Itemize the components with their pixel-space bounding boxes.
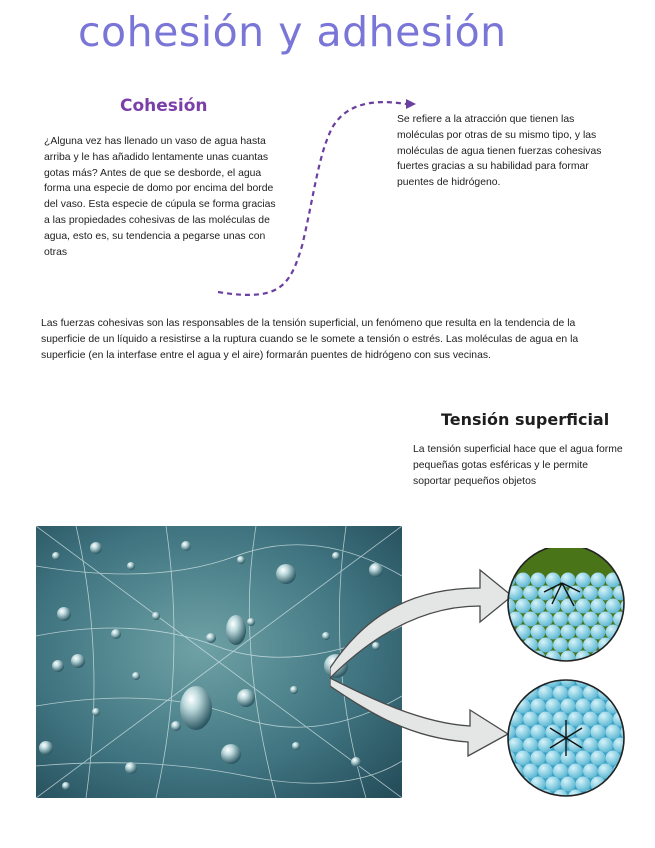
molecule (553, 790, 568, 805)
surface-tension-heading: Tensión superficial (441, 410, 610, 429)
molecule (486, 625, 501, 640)
molecule (546, 699, 561, 714)
molecule (561, 751, 576, 766)
molecule (493, 764, 508, 779)
molecule (628, 686, 630, 701)
molecule (501, 651, 516, 666)
molecule (621, 651, 631, 666)
molecule (516, 777, 531, 792)
molecule (568, 712, 583, 727)
surface-tension-diagram (330, 548, 630, 808)
molecule (598, 612, 613, 627)
molecule (508, 738, 523, 753)
molecule (628, 712, 630, 727)
molecule (591, 751, 606, 766)
molecule (501, 699, 516, 714)
molecule (613, 638, 628, 653)
molecule (591, 673, 606, 688)
molecule (561, 699, 576, 714)
molecule (486, 651, 501, 666)
molecule (568, 686, 583, 701)
molecule (516, 673, 531, 688)
molecule (568, 790, 583, 805)
molecule (531, 725, 546, 740)
molecule (583, 612, 598, 627)
molecule (568, 612, 583, 627)
molecule (516, 725, 531, 740)
molecule (613, 790, 628, 805)
molecule (591, 625, 606, 640)
molecule (606, 651, 621, 666)
molecule (508, 686, 523, 701)
molecule (538, 686, 553, 701)
molecule (598, 738, 613, 753)
cohesion-definition-text: Se refiere a la atracción que tienen las moléculas por otras de su mismo tipo, y las moléculas de agua tienen fuerzas cohesivas fuertes gracias a su habilidad para formar puentes de hidrógeno. (397, 114, 602, 189)
molecule (493, 686, 508, 701)
molecule (516, 573, 531, 588)
molecule (621, 673, 631, 688)
molecule (501, 777, 516, 792)
molecule (516, 651, 531, 666)
molecule (546, 725, 561, 740)
molecule (486, 751, 501, 766)
molecule (628, 638, 630, 653)
molecule (493, 612, 508, 627)
molecule (568, 638, 583, 653)
molecule (583, 764, 598, 779)
molecule (628, 586, 630, 601)
cohesion-intro-text: ¿Alguna vez has llenado un vaso de agua hasta arriba y le has añadido lentamente unas cuantas gotas más? Antes de que se desborde, el agua forma una especie de domo por encima del borde del vaso. Esta especie de cúpula se forma gracias a las propiedades cohesivas de las moléculas de agua, esto es, su tendencia a pegarse unas con otras (44, 136, 276, 258)
surface-tension-text: La tensión superficial hace que el agua forme pequeñas gotas esféricas y le permite soportar pequeños objetos (413, 444, 623, 487)
callout-arrow-icon (330, 570, 512, 756)
molecule (576, 777, 591, 792)
molecule (621, 625, 631, 640)
molecule (628, 612, 630, 627)
molecule (606, 599, 621, 614)
molecule (561, 777, 576, 792)
molecule (523, 586, 538, 601)
molecule (598, 790, 613, 805)
molecule (576, 751, 591, 766)
molecule (606, 725, 621, 740)
molecule (493, 638, 508, 653)
molecule (531, 699, 546, 714)
molecule (591, 573, 606, 588)
molecule (598, 764, 613, 779)
molecule (568, 764, 583, 779)
molecule (553, 612, 568, 627)
molecule (501, 673, 516, 688)
molecule (591, 599, 606, 614)
molecule (561, 625, 576, 640)
molecule (553, 686, 568, 701)
molecule (493, 790, 508, 805)
molecule (486, 699, 501, 714)
molecule (576, 725, 591, 740)
molecule (583, 738, 598, 753)
molecule (561, 651, 576, 666)
molecule (613, 586, 628, 601)
molecule (628, 790, 630, 805)
molecule (591, 651, 606, 666)
molecule (553, 764, 568, 779)
molecule (531, 625, 546, 640)
surface-molecule-diagram (486, 548, 631, 666)
molecule (523, 790, 538, 805)
molecule (568, 738, 583, 753)
molecule (606, 573, 621, 588)
molecule (628, 764, 630, 779)
molecule (613, 686, 628, 701)
interior-molecule-diagram (486, 673, 631, 805)
molecule (523, 612, 538, 627)
molecule (538, 638, 553, 653)
molecule (531, 751, 546, 766)
molecule (598, 712, 613, 727)
molecule (493, 712, 508, 727)
molecule (583, 712, 598, 727)
molecule (598, 586, 613, 601)
molecule (538, 612, 553, 627)
molecule (576, 625, 591, 640)
molecule (523, 764, 538, 779)
molecule (628, 738, 630, 753)
molecule (591, 699, 606, 714)
cohesion-heading: Cohesión (120, 96, 208, 116)
molecule (576, 599, 591, 614)
molecule (516, 599, 531, 614)
molecule (546, 751, 561, 766)
molecule (576, 699, 591, 714)
molecule (531, 573, 546, 588)
molecule (538, 712, 553, 727)
molecule (613, 738, 628, 753)
molecule (538, 738, 553, 753)
molecule (553, 638, 568, 653)
molecule (621, 699, 631, 714)
molecule (576, 573, 591, 588)
molecule (546, 625, 561, 640)
molecule (508, 790, 523, 805)
molecule (621, 777, 631, 792)
molecule (486, 777, 501, 792)
molecule (583, 790, 598, 805)
molecule (538, 586, 553, 601)
molecule (606, 673, 621, 688)
cohesive-forces-paragraph: Las fuerzas cohesivas son las responsables de la tensión superficial, un fenómeno que resulta en la tendencia de la superficie de un líquido a resistirse a la ruptura cuando se le somete a tensión o estrés. Las moléculas de agua en la superficie (en la interfase entre el agua y el aire) formarán puentes de hidrógeno con sus vecinas. (41, 318, 579, 361)
molecule (523, 712, 538, 727)
molecule (486, 673, 501, 688)
page-title: cohesión y adhesión (78, 8, 507, 56)
molecule (583, 638, 598, 653)
molecule (531, 599, 546, 614)
molecule (516, 751, 531, 766)
molecule (591, 725, 606, 740)
molecule (531, 651, 546, 666)
molecule (613, 764, 628, 779)
molecule (516, 625, 531, 640)
molecule (598, 686, 613, 701)
molecule (523, 738, 538, 753)
molecule (583, 586, 598, 601)
molecule (538, 764, 553, 779)
molecule (546, 777, 561, 792)
